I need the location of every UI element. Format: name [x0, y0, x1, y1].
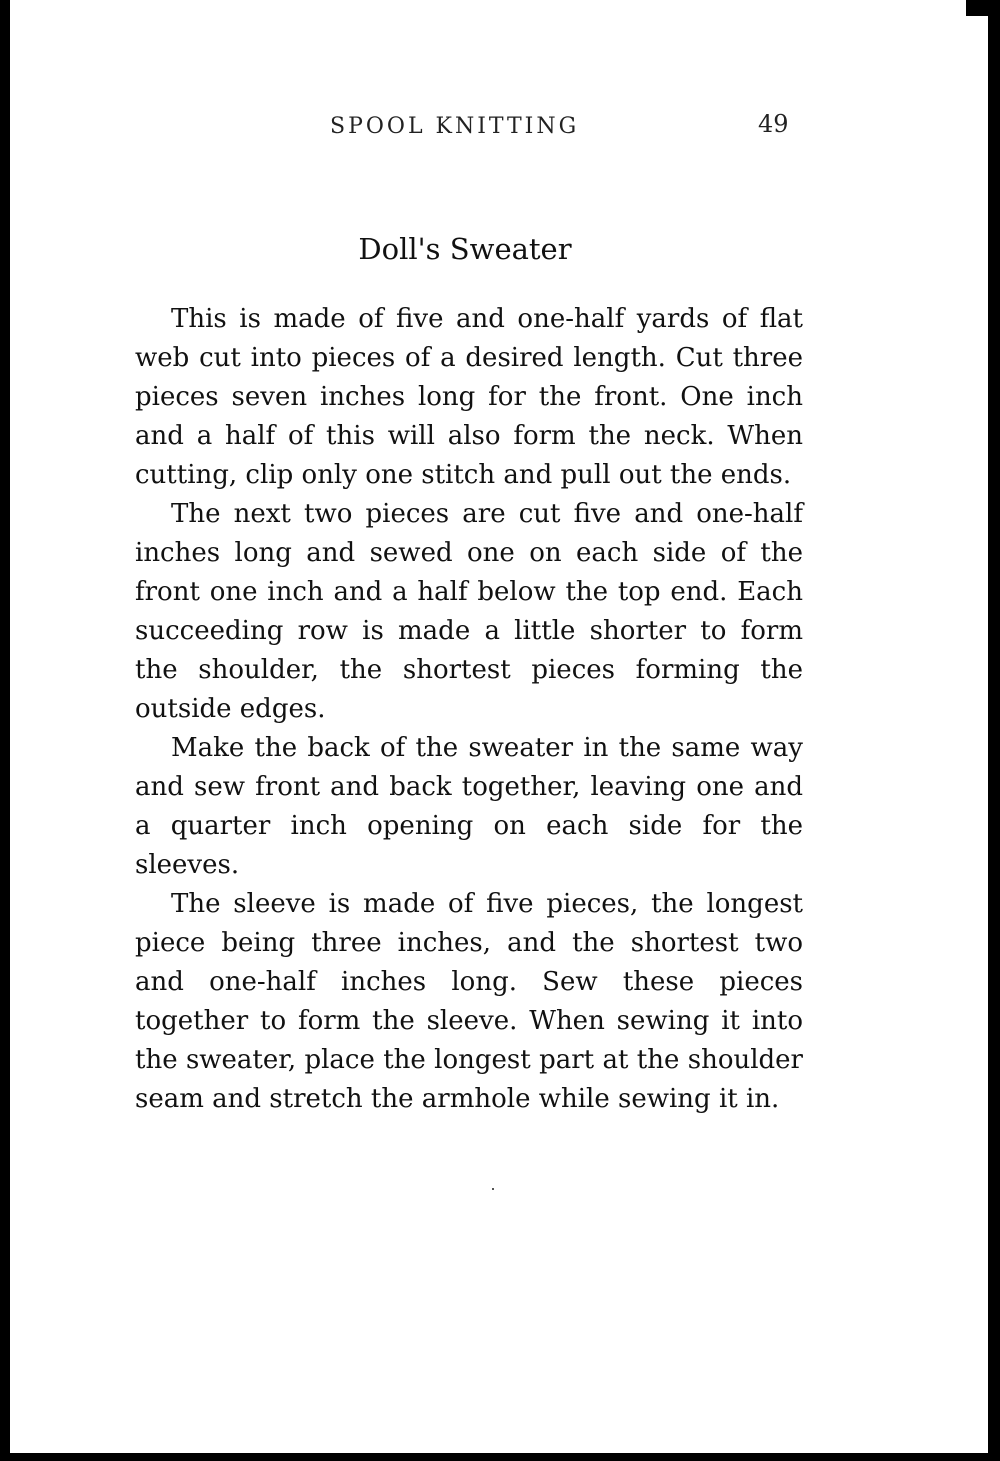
paragraph: This is made of five and one-half yards of flat web cut into pieces of a desired length. Cut three pieces seven inches long for the front. One inch and a half of this will also form the neck. When cutting, clip only one stitch and pull out the ends. [135, 304, 803, 490]
chapter-title: Doll's Sweater [358, 232, 572, 266]
paragraph: Make the back of the sweater in the same way and sew front and back together, leaving one and a quarter inch opening on each side for the sleeves. [135, 733, 803, 880]
running-head: SPOOL KNITTING [330, 114, 580, 139]
scan-border-left [0, 0, 10, 1461]
paragraph: The sleeve is made of five pieces, the longest piece being three inches, and the shortest two and one-half inches long. Sew these pieces together to form the sleeve. When sewing it into the sweater, place the longest part at the shoulder seam and stretch the armhole while sewing it in. [135, 889, 803, 1114]
paragraph: The next two pieces are cut five and one-half inches long and sewed one on each side of the front one inch and a half below the top end. Each succeeding row is made a little shorter to form the shoulder, the shortest pieces forming the outside edges. [135, 499, 803, 724]
body-text [135, 300, 803, 1119]
page-number: 49 [758, 110, 789, 138]
scan-border-corner [966, 0, 988, 16]
scan-border-right [988, 0, 1000, 1461]
scan-border-bottom [0, 1453, 1000, 1461]
print-speck [492, 1188, 494, 1190]
